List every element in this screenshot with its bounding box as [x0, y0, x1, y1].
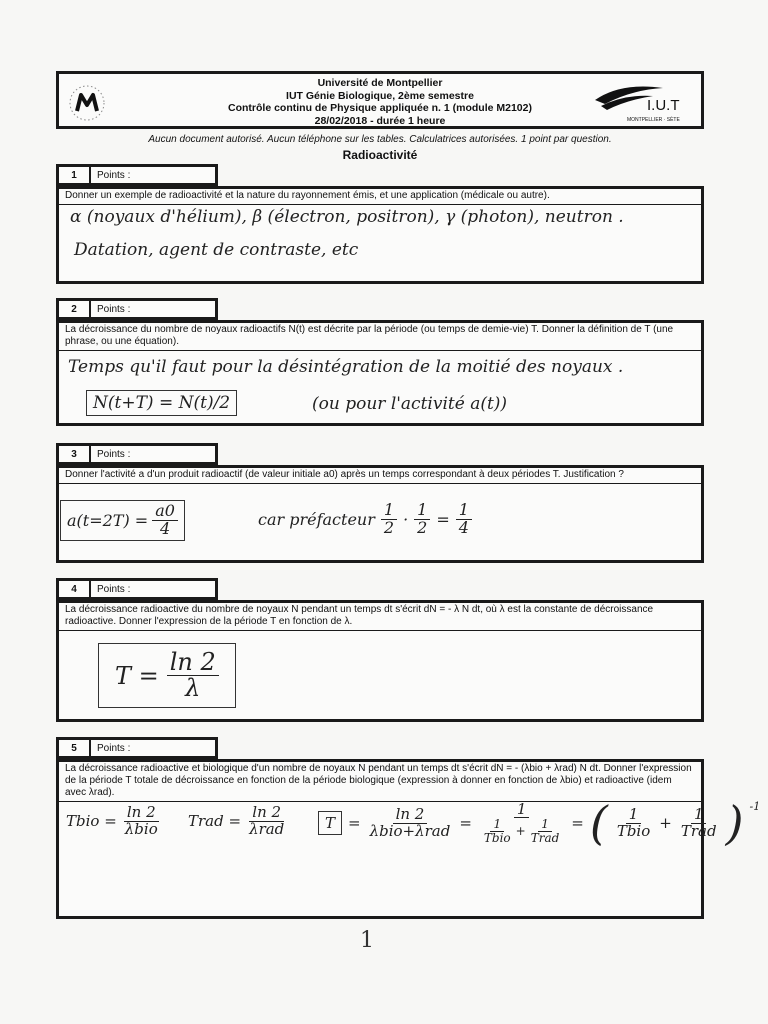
document-header — [56, 71, 704, 129]
answer-2-note: (ou pour l'activité a(t)) — [312, 394, 508, 414]
iut-logo-subtext: MONTPELLIER · SÈTE — [627, 117, 680, 123]
answer-3-justification — [258, 502, 472, 537]
points-label: Points : — [97, 303, 131, 315]
answer-4-formula — [98, 643, 236, 708]
question-5-text: La décroissance radioactive et biologique d'un nombre de noyaux N pendant un temps dt s'écrit dN = - (λbio + λrad) N dt. Donner l'expression de la période T totale de décroissance en fonction de la période biologique (expression à donner en fonction de λbio) et radioactive (idem avec λrad). — [59, 762, 701, 802]
question-1-box — [56, 186, 704, 284]
question-1-text: Donner un exemple de radioactivité et la nature du rayonnement émis, et une application (médicale ou autre). — [59, 189, 701, 205]
tbio-inverse — [614, 804, 653, 840]
answer-3-numerator: a0 — [152, 503, 178, 521]
question-number: 4 — [59, 581, 91, 597]
dot-operator: · — [403, 509, 409, 529]
tbio-lhs: Tbio = — [66, 812, 117, 831]
half-fraction — [414, 502, 430, 537]
header-date: 28/02/2018 - durée 1 heure — [314, 114, 446, 127]
half-denominator: 2 — [383, 517, 395, 537]
t-boxed: T — [318, 811, 342, 835]
question-number: 5 — [59, 740, 91, 756]
equals-sign: = — [436, 509, 450, 529]
answer-3-reason: car préfacteur — [258, 509, 375, 529]
answer-3-fraction — [152, 503, 178, 538]
half-numerator: 1 — [414, 502, 430, 520]
half-denominator: 2 — [417, 517, 428, 537]
page-number: 1 — [360, 928, 374, 953]
question-2-text: La décroissance du nombre de noyaux radioactifs N(t) est décrite par la période (ou temps de demie-vie) T. Donner la définition de T (une phrase, ou une équation). — [59, 323, 701, 351]
one-numerator: 1 — [514, 802, 530, 819]
equals-sign: = — [348, 814, 361, 832]
answer-2-equation: N(t+T) = N(t)/2 — [86, 390, 237, 416]
ln2-numerator: ln 2 — [249, 805, 284, 822]
question-number: 1 — [59, 167, 91, 183]
one: 1 — [538, 818, 552, 832]
answer-4-denominator: λ — [185, 674, 201, 703]
question-4-points-header — [56, 578, 218, 600]
iut-logo — [591, 80, 689, 124]
question-3-points-header — [56, 443, 218, 465]
answer-1-line-2: Datation, agent de contraste, etc — [74, 240, 359, 260]
header-program: IUT Génie Biologique, 2ème semestre — [286, 89, 474, 102]
points-label: Points : — [97, 169, 131, 181]
question-number: 3 — [59, 446, 91, 462]
tbio: Tbio — [483, 830, 511, 845]
section-title: Radioactivité — [342, 148, 418, 162]
plus-sign: + — [659, 814, 672, 832]
points-label: Points : — [97, 448, 131, 460]
trad-lhs: Trad = — [188, 812, 242, 831]
trad: Trad — [530, 830, 560, 845]
question-1-points-header — [56, 164, 218, 186]
question-5-points-header — [56, 737, 218, 759]
answer-4-numerator: ln 2 — [167, 650, 219, 676]
half-numerator: 1 — [381, 502, 397, 520]
answer-3-result — [60, 500, 185, 541]
answer-5-trad — [188, 805, 287, 838]
quarter-denominator: 4 — [458, 517, 469, 537]
lambda-bio-denominator: λbio — [124, 819, 158, 838]
equals-sign: = — [571, 814, 584, 832]
question-number: 2 — [59, 301, 91, 317]
inverse-sum-fraction — [478, 799, 565, 845]
one: 1 — [626, 807, 642, 824]
answer-3-denominator: 4 — [159, 518, 171, 538]
left-paren: ( — [589, 796, 608, 850]
answer-3-lhs: a(t=2T) = — [67, 510, 149, 530]
answer-2-line-1: Temps qu'il faut pour la désintégration de la moitié des noyaux . — [68, 357, 624, 377]
plus-sign: + — [515, 824, 526, 839]
question-3-text: Donner l'activité a d'un produit radioactif (de valeur initiale a0) après un temps correspondant à deux périodes T. Justification ? — [59, 468, 701, 484]
header-university: Université de Montpellier — [317, 77, 443, 89]
exam-instructions: Aucun document autorisé. Aucun téléphone sur les tables. Calculatrices autorisées. 1 point par question. — [148, 134, 612, 145]
one: 1 — [691, 807, 707, 824]
trad-fraction — [246, 805, 287, 838]
answer-1-line-1: α (noyaux d'hélium), β (électron, positron), γ (photon), neutron . — [70, 207, 624, 227]
question-2-points-header — [56, 298, 218, 320]
points-label: Points : — [97, 583, 131, 595]
lambda-sum-denominator: λbio+λrad — [369, 821, 451, 840]
quarter-fraction — [456, 502, 472, 537]
inverse-sum-denominator — [478, 818, 565, 844]
total-fraction — [367, 804, 454, 840]
points-label: Points : — [97, 742, 131, 754]
equals-sign: = — [459, 814, 472, 832]
answer-5-total-period — [318, 796, 761, 850]
question-4-text: La décroissance radioactive du nombre de noyaux N pendant un temps dt s'écrit dN = - λ N dt, où λ est la constante de décroissance radioactive. Donner l'expression de la période T en fonction de λ. — [59, 603, 701, 631]
lambda-rad-denominator: λrad — [249, 819, 285, 838]
tbio-fraction — [122, 805, 161, 838]
answer-5-tbio — [66, 805, 161, 838]
iut-logo-text: I.U.T — [647, 97, 680, 114]
header-text — [169, 77, 591, 127]
tbio: Tbio — [616, 821, 651, 840]
ln2-numerator: ln 2 — [393, 807, 428, 824]
quarter-numerator: 1 — [456, 502, 472, 520]
header-exam-title: Contrôle continu de Physique appliquée n. 1 (module M2102) — [228, 102, 532, 114]
ln2-numerator: ln 2 — [124, 805, 159, 822]
answer-4-lhs: T = — [115, 661, 159, 690]
universite-montpellier-logo — [67, 83, 107, 123]
inverse-exponent: -1 — [749, 800, 761, 813]
half-fraction — [381, 502, 397, 537]
answer-4-fraction — [167, 650, 219, 701]
one: 1 — [490, 818, 504, 832]
trad-inverse — [678, 804, 720, 840]
trad: Trad — [680, 821, 717, 840]
right-paren: ) — [725, 796, 744, 850]
